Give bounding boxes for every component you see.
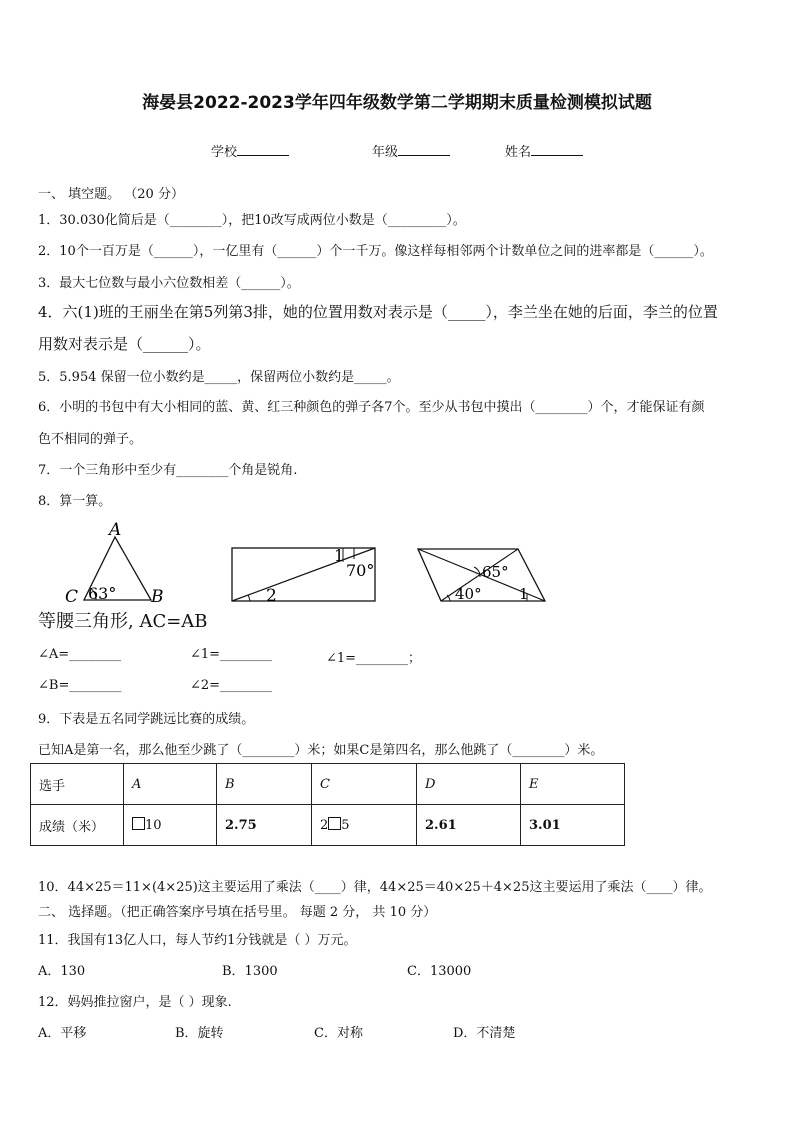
table-cell-e: 3.01 <box>521 805 625 846</box>
angle-65-label: 65° <box>482 563 509 581</box>
table-header-cell: B <box>217 764 312 805</box>
table-header-cell: D <box>417 764 521 805</box>
question-4-line-1: 4．六(1)班的王丽坐在第5列第3排，她的位置用数对表示是（_____），李兰坐在她的后面，李兰的位置 <box>38 303 718 321</box>
question-7: 7．一个三角形中至少有________个角是锐角. <box>38 463 298 478</box>
question-9-detail: 已知A是第一名，那么他至少跳了（________）米；如果C是第四名，那么他跳了（________）米。 <box>38 743 604 758</box>
question-12: 12．妈妈推拉窗户，是（ ）现象. <box>38 995 232 1010</box>
table-cell-c <box>312 805 417 846</box>
blank-box <box>132 817 145 830</box>
name-field <box>505 141 583 160</box>
angle-70-label: 70° <box>346 561 375 580</box>
q11-option-c: C．13000 <box>407 964 472 979</box>
grade-field <box>372 141 450 160</box>
section-2-heading: 二、 选择题。（把正确答案序号填在括号里。 每题 2 分， 共 10 分） <box>38 905 437 920</box>
angle-2-label: 2 <box>266 586 277 605</box>
section-1-heading: 一、 填空题。 （20 分） <box>38 187 184 202</box>
school-label: 学校 <box>211 145 238 160</box>
question-11: 11．我国有13亿人口，每人节约1分钱就是（ ）万元。 <box>38 933 357 948</box>
vertex-a-label: A <box>109 520 122 540</box>
blank-box <box>328 817 341 830</box>
angle-2-rect-answer: ∠2=________ <box>190 678 273 693</box>
rectangle-figure <box>228 545 380 605</box>
table-header-cell: C <box>312 764 417 805</box>
table-cell-a <box>124 805 217 846</box>
q11-option-a: A．130 <box>38 964 86 979</box>
table-row <box>31 805 625 846</box>
table-header-cell: A <box>124 764 217 805</box>
name-blank <box>531 143 583 156</box>
angle-40-label: 40° <box>455 585 482 603</box>
question-6-line-1: 6．小明的书包中有大小相同的蓝、黄、红三种颜色的弹子各7个。至少从书包中摸出（________）个，才能保证有颜 <box>38 400 705 415</box>
angle-1-para-answer: ∠1=________； <box>326 651 422 666</box>
grade-label: 年级 <box>372 145 399 160</box>
question-8: 8．算一算。 <box>38 494 112 509</box>
table-cell-c-prefix: 2 <box>320 818 329 833</box>
name-label: 姓名 <box>505 145 532 160</box>
table-cell-d: 2.61 <box>417 805 521 846</box>
vertex-c-label: C <box>65 587 79 605</box>
vertex-b-label: B <box>151 587 164 605</box>
q12-option-c: C．对称 <box>314 1026 363 1041</box>
table-header-row <box>31 764 625 805</box>
angle-1-label-para: 1 <box>519 585 529 603</box>
isosceles-triangle-figure <box>60 519 180 605</box>
isosceles-caption: 等腰三角形, AC=AB <box>38 611 208 632</box>
school-field <box>211 141 289 160</box>
page-title: 海晏县2022-2023学年四年级数学第二学期期末质量检测模拟试题 <box>142 93 652 113</box>
question-3: 3．最大七位数与最小六位数相差（______）。 <box>38 276 300 291</box>
grade-blank <box>398 143 450 156</box>
angle-2-arc <box>248 595 250 601</box>
q11-option-b: B．1300 <box>222 964 278 979</box>
angle-1-rect-answer: ∠1=________ <box>190 647 273 662</box>
angle-63-label: 63° <box>88 584 117 603</box>
parallelogram-figure <box>414 545 554 605</box>
question-6-line-2: 色不相同的弹子。 <box>38 432 143 447</box>
school-blank <box>237 143 289 156</box>
question-10: 10．44×25＝11×(4×25)这主要运用了乘法（____）律，44×25＝40×25＋4×25这主要运用了乘法（____）律。 <box>38 880 712 895</box>
table-cell-a-value: 10 <box>145 818 162 833</box>
table-header-cell: E <box>521 764 625 805</box>
question-9: 9．下表是五名同学跳远比赛的成绩。 <box>38 712 255 727</box>
long-jump-table <box>30 763 625 846</box>
table-row-label: 成绩（米） <box>31 805 124 846</box>
table-cell-b: 2.75 <box>217 805 312 846</box>
question-1: 1．30.030化简后是（________），把10改写成两位小数是（_________）。 <box>38 213 466 228</box>
q12-option-d: D．不清楚 <box>453 1026 516 1041</box>
question-4-line-2: 用数对表示是（______）。 <box>38 335 211 353</box>
angle-1-label: 1 <box>334 546 345 565</box>
question-2: 2．10个一百万是（______），一亿里有（______）个一千万。像这样每相邻两个计数单位之间的进率都是（______）。 <box>38 244 713 259</box>
angle-b-answer: ∠B=________ <box>38 678 122 693</box>
table-cell-c-suffix: 5 <box>341 818 350 833</box>
question-5: 5．5.954 保留一位小数约是_____，保留两位小数约是_____。 <box>38 370 400 385</box>
q12-option-b: B．旋转 <box>175 1026 224 1041</box>
q12-option-a: A．平移 <box>38 1026 87 1041</box>
table-header-cell: 选手 <box>31 764 124 805</box>
angle-a-answer: ∠A=________ <box>38 647 122 662</box>
